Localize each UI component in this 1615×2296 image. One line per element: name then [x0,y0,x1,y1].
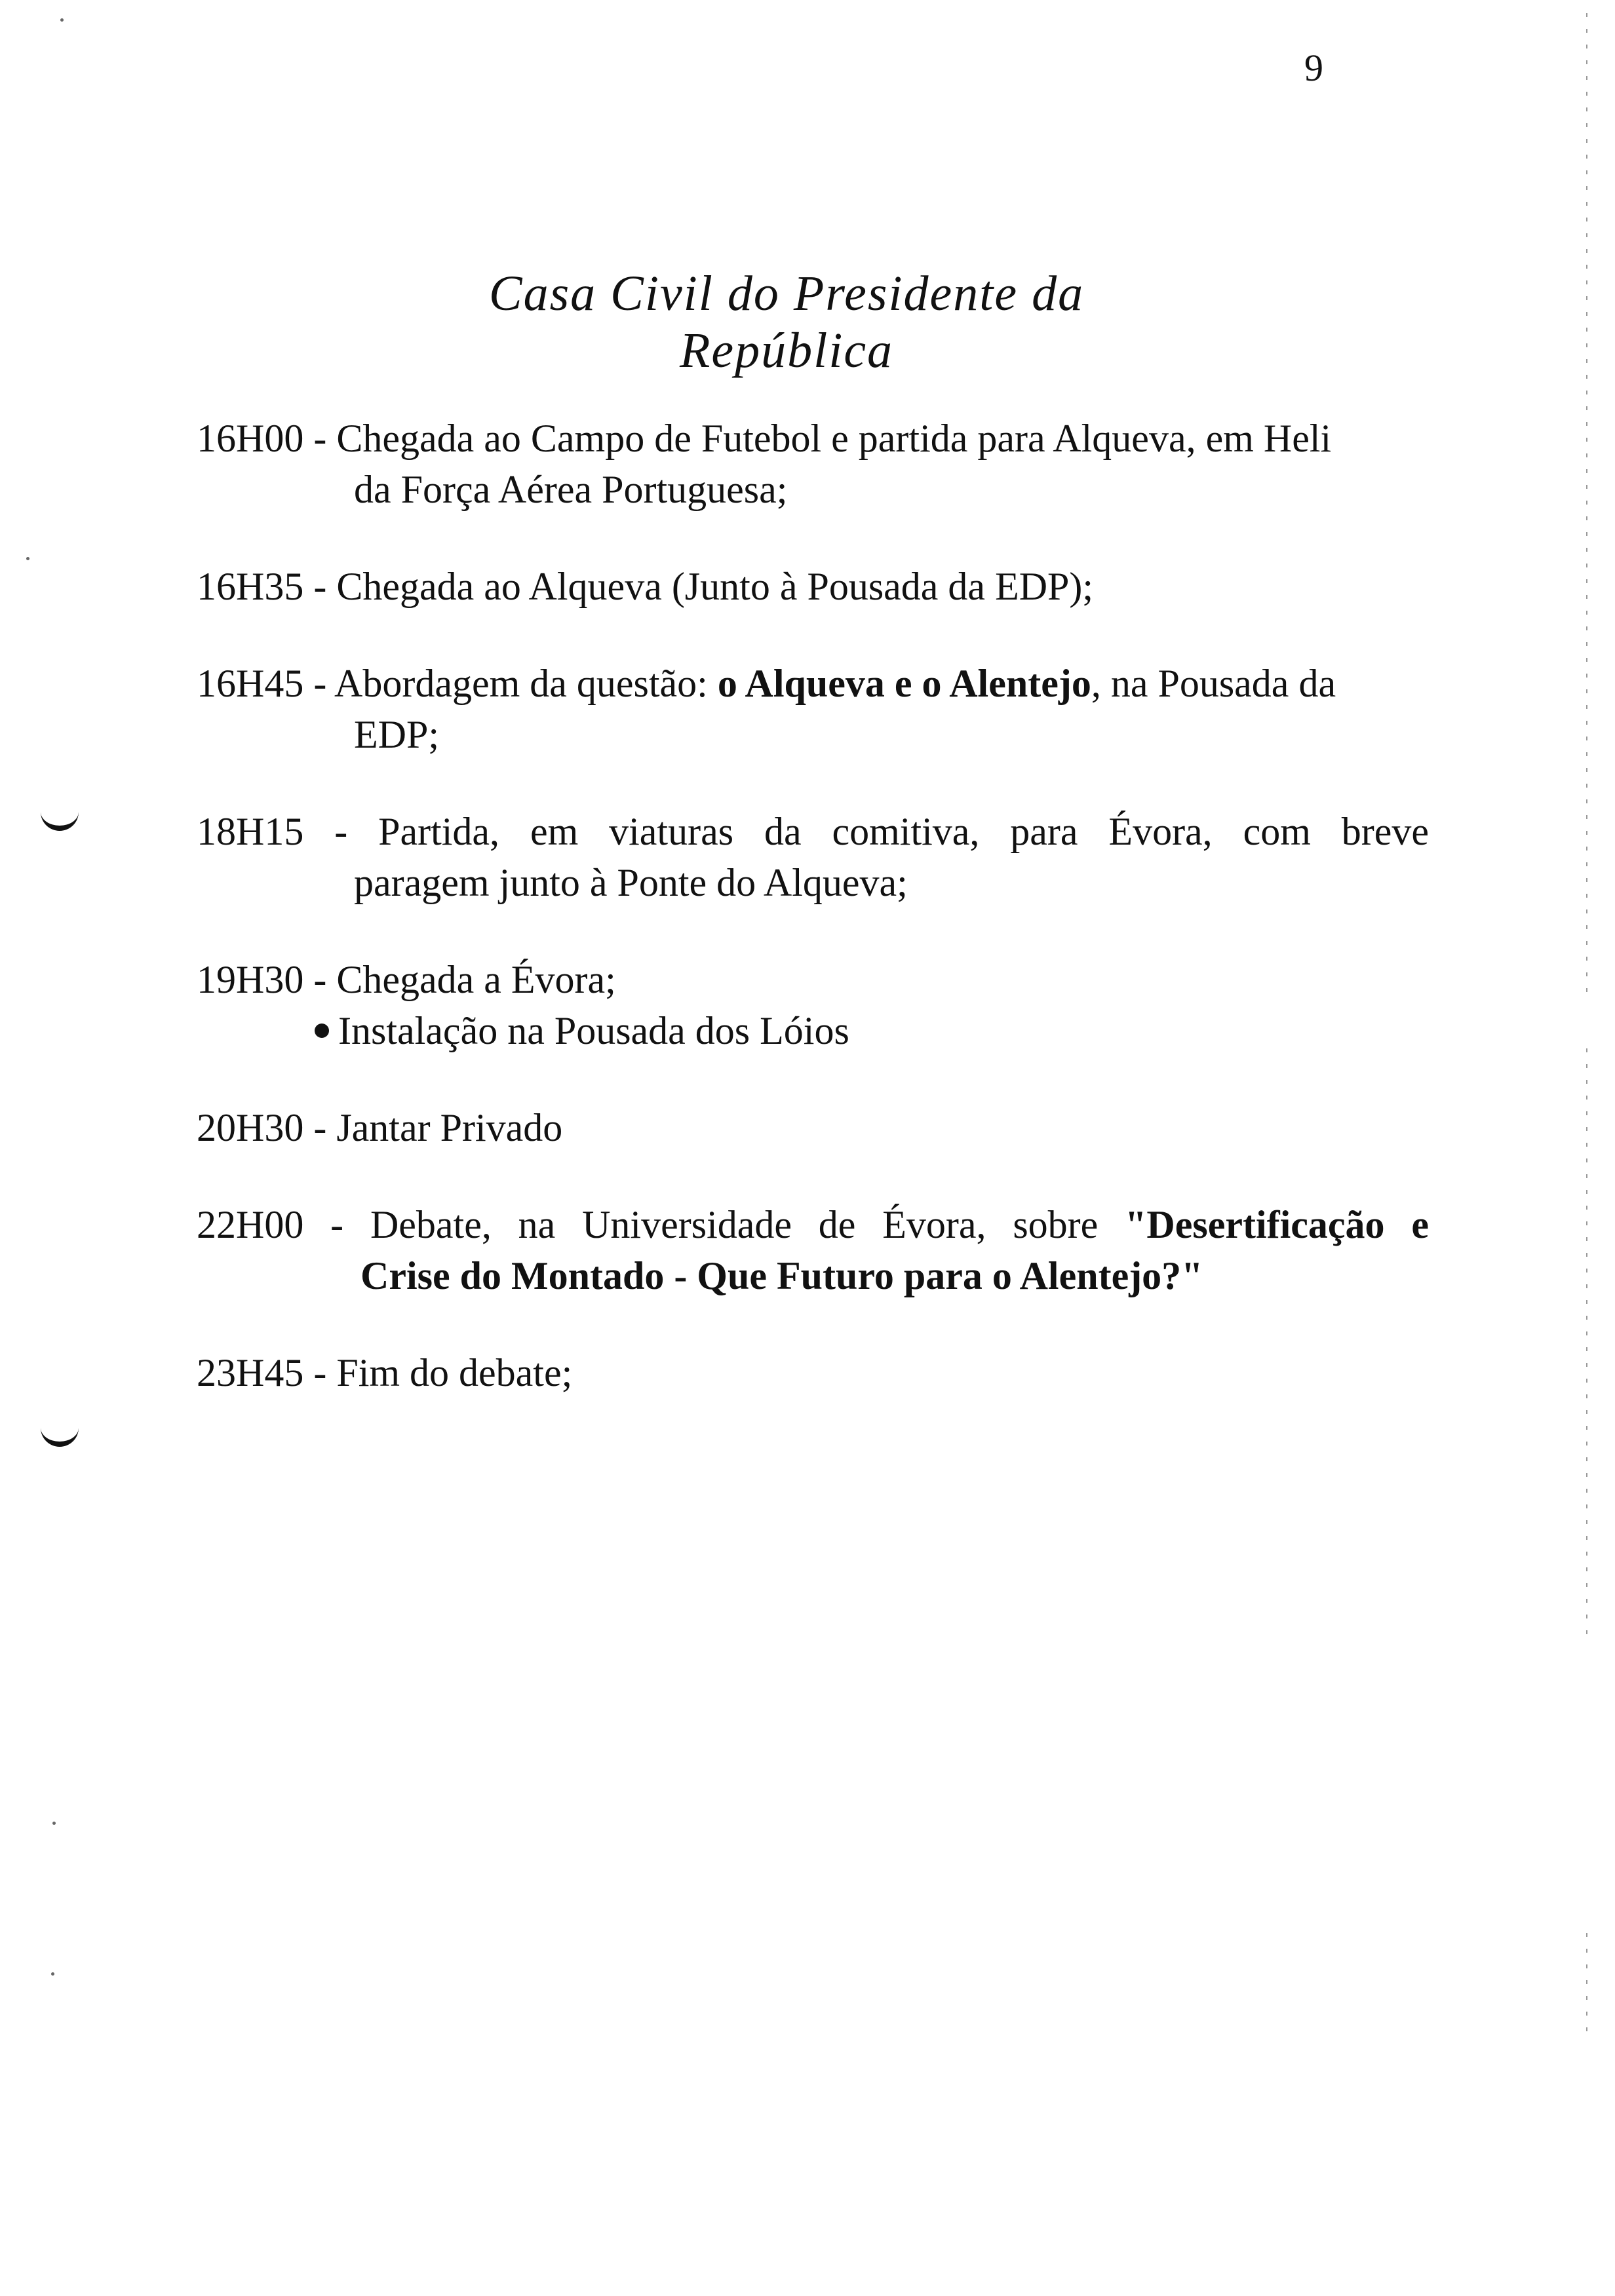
entry-separator: - [334,810,379,853]
entry-time: 16H35 [197,565,304,608]
entry-separator: - [313,1351,337,1394]
scan-speck [26,557,29,560]
schedule [197,413,1429,1444]
schedule-entry [197,1347,1429,1398]
entry-separator: - [330,1203,370,1246]
letterhead: Casa Civil do Presidente da República [488,266,1085,378]
schedule-entry [197,561,1429,612]
entry-text-bold: o Alqueva e o Alentejo [717,662,1091,705]
entry-text: Fim do debate; [336,1351,573,1394]
entry-time: 16H45 [197,662,304,705]
entry-separator: - [313,662,335,705]
scan-speck [60,18,64,22]
entry-text-continued: paragem junto à Ponte do Alqueva; [354,861,908,904]
entry-text: Chegada a Évora; [336,958,616,1001]
schedule-entry [197,954,1429,1056]
entry-text: Debate, na Universidade de Évora, sobre [370,1203,1125,1246]
entry-time: 19H30 [197,958,304,1001]
entry-time: 23H45 [197,1351,304,1394]
schedule-entry [197,658,1429,760]
entry-text-bold: "Desertificação e [1125,1203,1429,1246]
entry-text-continued: da Força Aérea Portuguesa; [354,468,788,511]
scan-edge-line [1586,13,1587,996]
entry-separator: - [313,958,337,1001]
punch-hole-mark [41,806,79,831]
scan-edge-line [1586,1933,1587,2031]
page-number: 9 [1304,47,1323,89]
scan-speck [52,1822,56,1825]
schedule-entry [197,413,1429,515]
bullet-item [197,1005,1429,1056]
entry-text-continued: EDP; [354,713,440,756]
entry-text: Jantar Privado [336,1106,563,1149]
entry-text: Chegada ao Campo de Futebol e partida para Alqueva, em Heli [336,417,1332,460]
entry-separator: - [313,417,337,460]
entry-time: 20H30 [197,1106,304,1149]
schedule-entry [197,1199,1429,1301]
scan-edge-line [1586,1048,1587,1638]
schedule-entry [197,806,1429,908]
entry-text: Abordagem da questão: [334,662,718,705]
entry-text: Chegada ao Alqueva (Junto à Pousada da EDP); [336,565,1094,608]
entry-separator: - [313,1106,337,1149]
entry-separator: - [313,565,337,608]
entry-text: Partida, em viaturas da comitiva, para Évora, com breve [378,810,1429,853]
entry-time: 16H00 [197,417,304,460]
schedule-entry [197,1102,1429,1153]
entry-text-continued-bold: Crise do Montado - Que Futuro para o Alentejo?" [360,1254,1203,1297]
punch-hole-mark [41,1422,79,1447]
bullet-text: Instalação na Pousada dos Lóios [338,1009,849,1052]
bullet-icon [315,1024,329,1038]
entry-time: 22H00 [197,1203,304,1246]
entry-text: , na Pousada da [1091,662,1336,705]
entry-time: 18H15 [197,810,304,853]
scan-speck [51,1972,54,1976]
